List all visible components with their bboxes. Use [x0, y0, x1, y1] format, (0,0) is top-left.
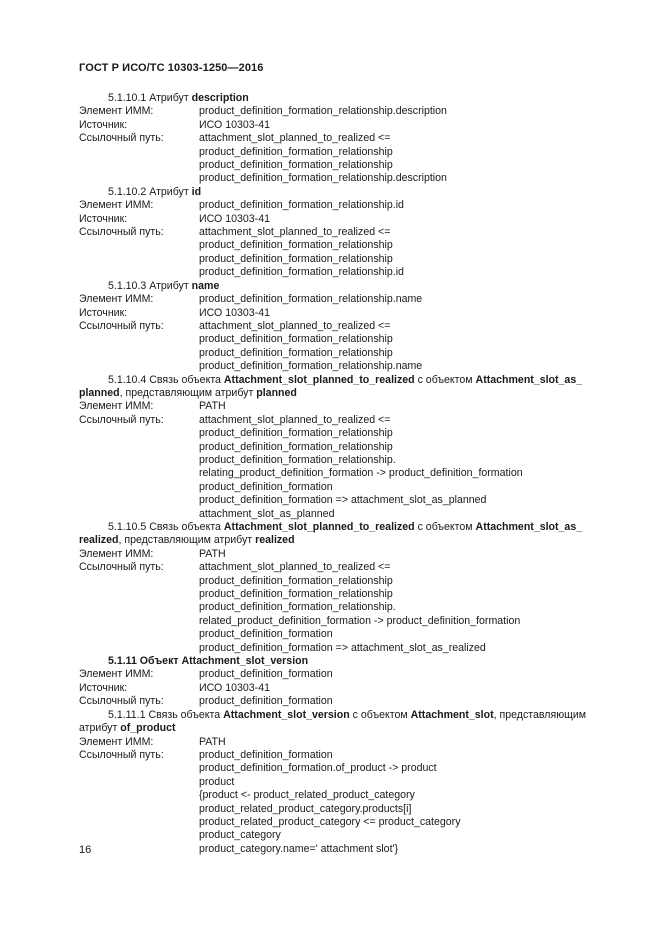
ref-path-line: product_definition_formation_relationship.id — [199, 266, 404, 279]
section-heading-continued: realized, представляющим атрибут realized — [79, 534, 295, 547]
element-row: Элемент ИММ: product_definition_formation_relationship.description — [79, 105, 447, 118]
section-heading: 5.1.10.3 Атрибут name — [108, 279, 220, 292]
ref-path-line: product_definition_formation => attachment_slot_as_realized — [199, 641, 486, 654]
element-row: Элемент ИММ: PATH — [79, 547, 226, 560]
ref-path-line: product_definition_formation_relationship. — [199, 453, 396, 466]
section-heading-continued: planned, представляющим атрибут planned — [79, 386, 297, 399]
element-row: Элемент ИММ: product_definition_formation — [79, 668, 333, 681]
element-row: Элемент ИММ: product_definition_formation_relationship.id — [79, 199, 404, 212]
ref-path-line: product_definition_formation_relationship. — [199, 601, 396, 614]
section-heading-continued: атрибут of_product — [79, 722, 176, 735]
ref-path-line: product_category.name=' attachment slot'} — [199, 842, 399, 855]
ref-path-line: relating_product_definition_formation -> product_definition_formation — [199, 467, 523, 480]
ref-path-line: product_definition_formation_relationship — [199, 588, 393, 601]
ref-path-line: product_related_product_category <= product_category — [199, 815, 461, 828]
ref-path-line: product_definition_formation_relationship — [199, 239, 393, 252]
source-row: Источник: ИСО 10303-41 — [79, 118, 270, 131]
ref-path-row: Ссылочный путь: product_definition_formation — [79, 748, 333, 761]
ref-path-line: attachment_slot_as_planned — [199, 507, 335, 520]
section-heading: 5.1.11.1 Связь объекта Attachment_slot_version с объектом Attachment_slot, представляющим — [108, 708, 587, 721]
ref-path-line: product_definition_formation — [199, 628, 333, 641]
ref-path-row: Ссылочный путь: attachment_slot_planned_to_realized <= — [79, 413, 391, 426]
ref-path-line: product_definition_formation_relationship — [199, 159, 393, 172]
ref-path-line: product_category — [199, 829, 281, 842]
ref-path-line: product_definition_formation_relationship — [199, 333, 393, 346]
ref-path-line: product_definition_formation_relationship — [199, 145, 393, 158]
section-heading: 5.1.11 Объект Attachment_slot_version — [108, 655, 309, 668]
ref-path-line: product — [199, 775, 235, 788]
ref-path-line: product_definition_formation => attachment_slot_as_planned — [199, 494, 487, 507]
ref-path-row: Ссылочный путь: attachment_slot_planned_to_realized <= — [79, 561, 391, 574]
ref-path-line: product_definition_formation_relationship.name — [199, 360, 423, 373]
ref-path-line: product_definition_formation.of_product -> product — [199, 762, 437, 775]
ref-path-line: product_related_product_category.products[i] — [199, 802, 412, 815]
ref-path-line: {product <- product_related_product_category — [199, 789, 415, 802]
ref-path-line: product_definition_formation_relationship — [199, 346, 393, 359]
ref-path-row: Ссылочный путь: attachment_slot_planned_to_realized <= — [79, 319, 391, 332]
element-row: Элемент ИММ: PATH — [79, 735, 226, 748]
source-row: Источник: ИСО 10303-41 — [79, 212, 270, 225]
section-heading: 5.1.10.4 Связь объекта Attachment_slot_planned_to_realized с объектом Attachment_slot_as_ — [108, 373, 583, 386]
element-row: Элемент ИММ: PATH — [79, 400, 226, 413]
ref-path-line: product_definition_formation_relationship — [199, 574, 393, 587]
ref-path-line: product_definition_formation_relationship — [199, 440, 393, 453]
page-number: 16 — [79, 844, 92, 856]
source-row: Источник: ИСО 10303-41 — [79, 306, 270, 319]
ref-path-line: product_definition_formation_relationship — [199, 252, 393, 265]
section-heading: 5.1.10.5 Связь объекта Attachment_slot_planned_to_realized с объектом Attachment_slot_as_ — [108, 521, 583, 533]
ref-path-row: Ссылочный путь: product_definition_formation — [79, 695, 333, 708]
ref-path-line: product_definition_formation_relationship — [199, 427, 393, 440]
ref-path-line: product_definition_formation — [199, 480, 333, 493]
section-heading: 5.1.10.2 Атрибут id — [108, 185, 202, 198]
section-heading: 5.1.10.1 Атрибут description — [108, 92, 249, 104]
document-header: ГОСТ Р ИСО/ТС 10303-1250—2016 — [79, 62, 264, 74]
ref-path-row: Ссылочный путь: attachment_slot_planned_to_realized <= — [79, 226, 391, 239]
source-row: Источник: ИСО 10303-41 — [79, 681, 270, 694]
ref-path-line: product_definition_formation_relationship.description — [199, 172, 447, 185]
document-body — [79, 92, 619, 856]
ref-path-row: Ссылочный путь: attachment_slot_planned_to_realized <= — [79, 132, 391, 145]
ref-path-line: related_product_definition_formation -> product_definition_formation — [199, 614, 521, 627]
element-row: Элемент ИММ: product_definition_formation_relationship.name — [79, 293, 423, 306]
